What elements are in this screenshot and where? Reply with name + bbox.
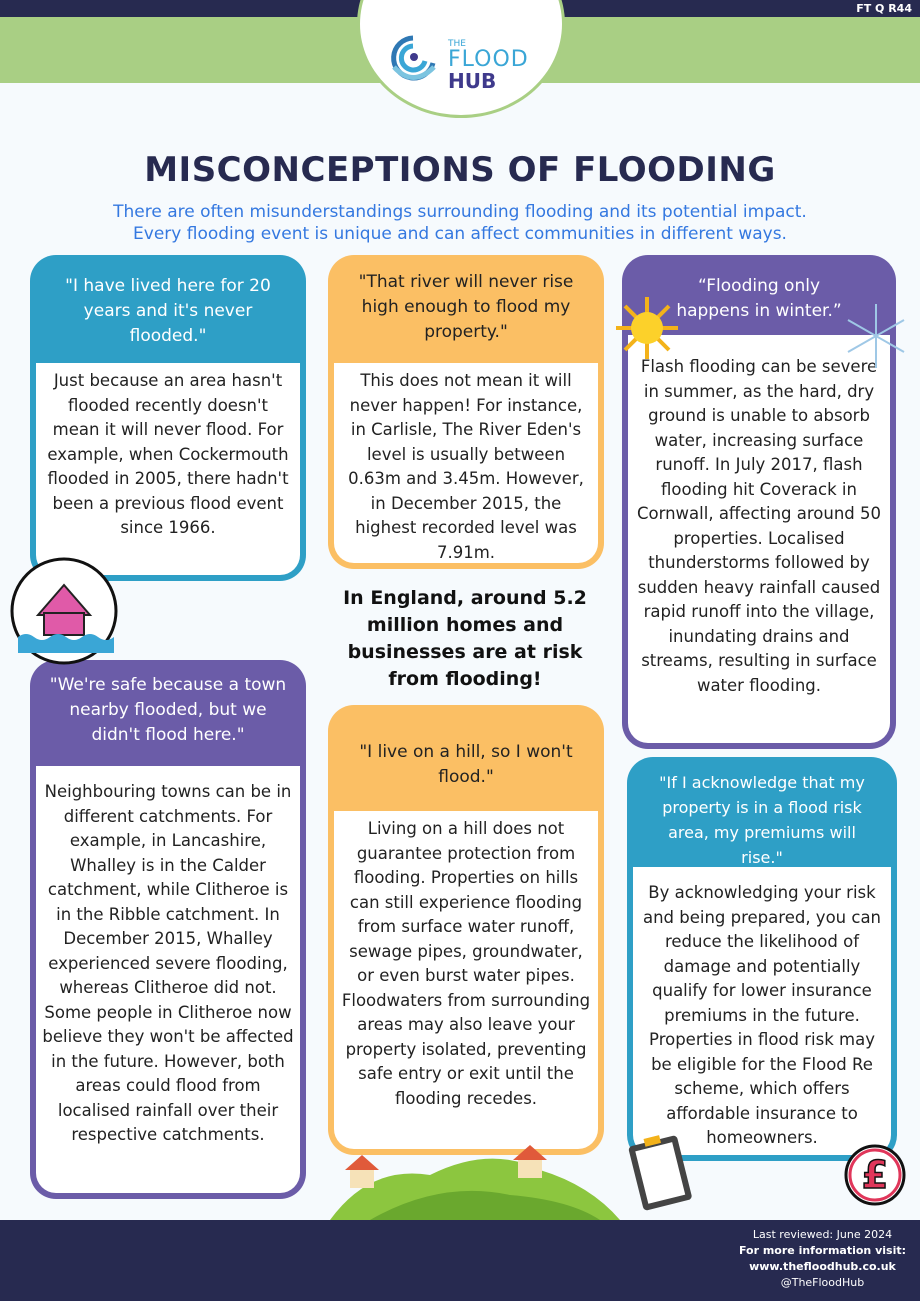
svg-text:£: £ xyxy=(861,1153,889,1197)
logo-flood: FLOOD xyxy=(448,47,529,72)
card-quote: "I live on a hill, so I won't flood." xyxy=(359,742,573,787)
social-handle[interactable]: @TheFloodHub xyxy=(780,1276,865,1289)
page-title: MISCONCEPTIONS OF FLOODING xyxy=(144,150,776,190)
more-info-label: For more information visit: xyxy=(738,1244,906,1257)
card-quote: "I have lived here for 20 years and it's never flooded." xyxy=(65,276,271,346)
card-quote: “Flooding only happens in winter.” xyxy=(676,276,842,321)
misconception-card xyxy=(30,660,306,1199)
sun-icon xyxy=(612,293,682,363)
card-body: This does not mean it will never happen! For instance, in Carlisle, The River Eden's level is usually between 0.63m and 3.45m. However, in December 2015, the highest recorded level was 7.91m. xyxy=(334,363,598,563)
document-code: FT Q R44 xyxy=(856,2,912,15)
pound-sign-icon xyxy=(842,1142,908,1208)
misconception-card xyxy=(328,255,604,569)
card-body: By acknowledging your risk and being prepared, you can reduce the likelihood of damage and potentially qualify for lower insurance premiums in the future. Properties in flood risk may be eligible for the Flood Re scheme, which offers affordable insurance to homeowners. xyxy=(633,867,891,1155)
misconception-card xyxy=(627,757,897,1161)
misconception-card xyxy=(30,255,306,581)
logo-hub: HUB xyxy=(448,69,497,93)
card-quote: "We're safe because a town nearby flooded, but we didn't flood here." xyxy=(49,675,287,745)
footer-info xyxy=(739,1227,906,1291)
flood-hub-logo-icon xyxy=(388,33,438,83)
card-body: Flash flooding can be severe in summer, as the hard, dry ground is unable to absorb water, increasing surface runoff. In July 2017, flash flooding hit Coverack in Cornwall, affecting around 50 properties. Localised thunderstorms followed by sudden heavy rainfall caused rapid runoff into the village, inundating drains and streams, resulting in surface water flooding. xyxy=(628,335,890,743)
card-body: Living on a hill does not guarantee protection from flooding. Properties on hills can still experience flooding from surface water runoff, sewage pipes, groundwater, or even burst water pipes. Floodwaters from surrounding areas may also leave your property isolated, preventing safe entry or exit until the flooding recedes. xyxy=(334,811,598,1149)
card-body: Just because an area hasn't flooded recently doesn't mean it will never flood. For example, when Cockermouth flooded in 2005, there hadn't been a previous flood event since 1966. xyxy=(36,363,300,575)
logo-the: THE xyxy=(448,39,466,49)
subtitle-line: There are often misunderstandings surrounding flooding and its potential impact. xyxy=(113,202,807,222)
hills-houses-icon xyxy=(330,1145,620,1220)
snowflake-icon xyxy=(840,300,912,372)
flooded-house-icon xyxy=(8,555,120,667)
key-statistic: In England, around 5.2 million homes and businesses are at risk from flooding! xyxy=(343,587,587,690)
clipboard-checklist-icon xyxy=(625,1132,695,1212)
card-body: Neighbouring towns can be in different catchments. For example, in Lancashire, Whalley is in the Calder catchment, while Clitheroe is in the Ribble catchment. In December 2015, Whalley experienced severe flooding, whereas Clitheroe did not. Some people in Clitheroe now believe they won't be affected in the future. However, both areas could flood from localised rainfall over their respective catchments. xyxy=(36,766,300,1193)
website-link[interactable]: www.thefloodhub.co.uk xyxy=(749,1260,896,1273)
misconception-card xyxy=(328,705,604,1155)
subtitle xyxy=(0,201,920,245)
last-reviewed: Last reviewed: June 2024 xyxy=(752,1228,893,1241)
card-quote: "If I acknowledge that my property is in a flood risk area, my premiums will rise." xyxy=(659,773,865,867)
card-quote: "That river will never rise high enough to flood my property." xyxy=(358,272,574,342)
logo-wordmark xyxy=(448,40,529,91)
subtitle-line: Every flooding event is unique and can affect communities in different ways. xyxy=(133,224,787,244)
